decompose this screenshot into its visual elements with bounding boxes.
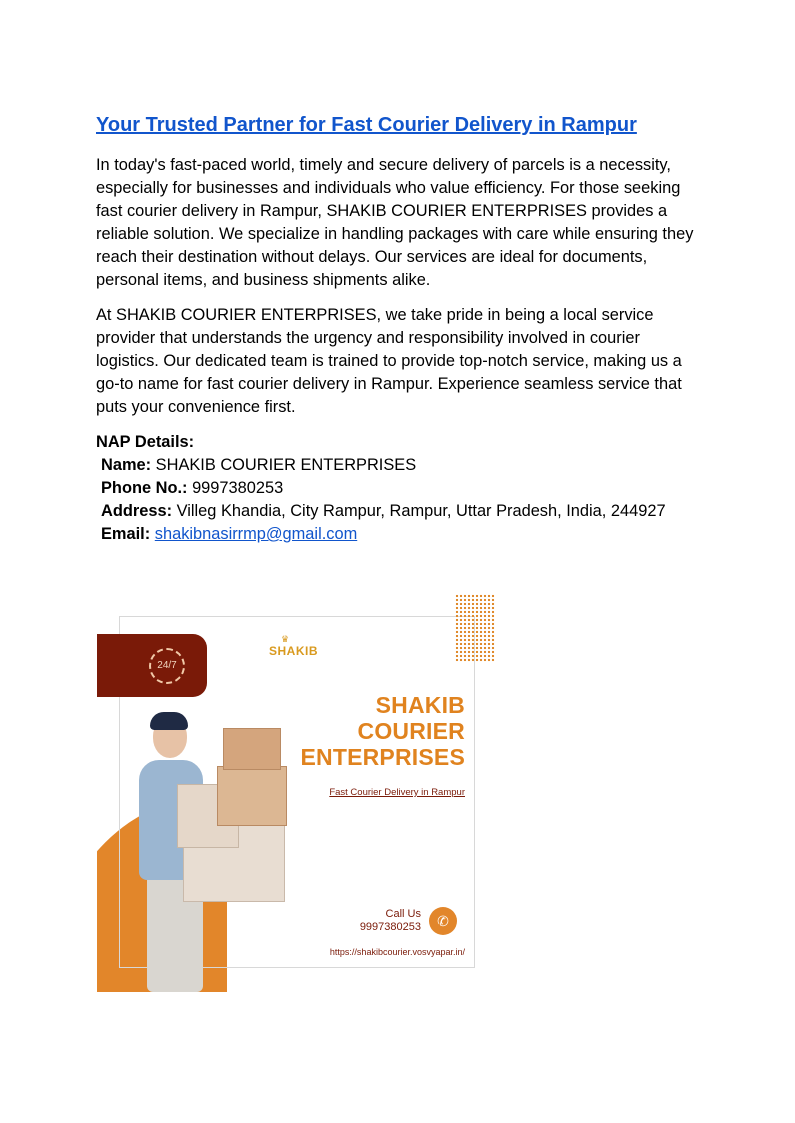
call-us-number: 9997380253: [359, 921, 421, 933]
nap-email-label: Email:: [101, 525, 151, 543]
nap-email: [96, 523, 706, 546]
promo-banner-image: [97, 594, 497, 992]
nap-phone: [96, 477, 706, 500]
brand-line-3: ENTERPRISES: [300, 744, 465, 770]
document-body: [96, 112, 706, 546]
nap-phone-label: Phone No.:: [101, 479, 188, 497]
nap-name-value: SHAKIB COURIER ENTERPRISES: [155, 456, 417, 474]
nap-address-value: Villeg Khandia, City Rampur, Rampur, Uttar Pradesh, India, 244927: [176, 502, 666, 520]
email-link[interactable]: shakibnasirrmp@gmail.com: [154, 525, 358, 543]
banner-tagline: Fast Courier Delivery in Rampur: [329, 787, 465, 798]
person-figure-cap: [150, 712, 188, 730]
intro-paragraph: In today's fast-paced world, timely and secure delivery of parcels is a necessity, especially for businesses and individuals who value efficiency. For those seeking fast courier delivery in Rampur, SHAKIB COURIER ENTERPRISES provides a reliable solution. We specialize in handling packages with care while ensuring they reach their destination without delays. Our services are ideal for documents, personal items, and business shipments alike.: [96, 156, 694, 289]
nap-address: [96, 500, 706, 523]
brand-logo: SHAKIB: [269, 644, 319, 658]
brand-line-1: SHAKIB: [375, 692, 465, 718]
banner-url: https://shakibcourier.vosvyapar.in/: [329, 947, 465, 957]
parcel-box: [223, 728, 281, 770]
about-paragraph: At SHAKIB COURIER ENTERPRISES, we take pride in being a local service provider that understands the urgency and responsibility involved in courier logistics. Our dedicated team is trained to provide top-notch service, making us a go-to name for fast courier delivery in Rampur. Experience seamless service that puts your convenience first.: [96, 306, 682, 416]
service-badge: [97, 634, 207, 697]
brand-name: [300, 692, 465, 770]
call-us-block: [360, 908, 421, 934]
nap-name-label: Name:: [101, 456, 152, 474]
page-title[interactable]: Your Trusted Partner for Fast Courier Delivery in Rampur: [96, 114, 637, 136]
nap-name: [96, 454, 706, 477]
nap-address-label: Address:: [101, 502, 173, 520]
nap-heading: NAP Details:: [96, 433, 195, 451]
parcel-box: [217, 766, 287, 826]
dot-pattern: [455, 594, 495, 662]
nap-phone-value: 9997380253: [192, 479, 284, 497]
call-us-label: Call Us: [385, 908, 421, 920]
phone-icon: ✆: [429, 907, 457, 935]
crown-icon: ♛: [281, 634, 290, 644]
clock-phone-icon: 24/7: [149, 648, 185, 684]
brand-line-2: COURIER: [357, 718, 465, 744]
